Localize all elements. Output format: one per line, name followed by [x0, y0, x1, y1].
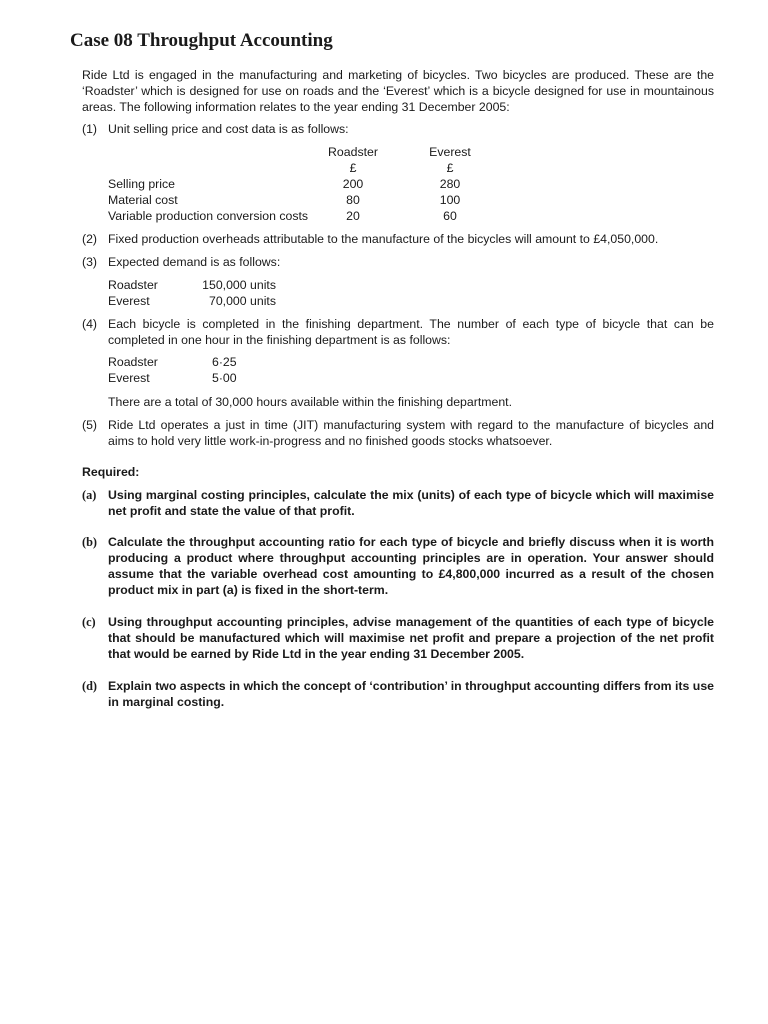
row-label: Selling price	[108, 177, 175, 191]
item-text: Fixed production overheads attributable to the manufacture of the bicycles will amount to £4,050,000.	[108, 232, 659, 246]
item-3	[82, 254, 714, 270]
roadster-value: 200	[342, 177, 364, 191]
required-heading: Required:	[82, 465, 140, 479]
item-number: (2)	[82, 232, 98, 246]
hours-note: There are a total of 30,000 hours available within the finishing department.	[108, 395, 512, 409]
item-1	[82, 121, 714, 137]
table-row	[108, 370, 237, 386]
row-label: Everest	[108, 294, 150, 308]
question-d	[82, 678, 714, 710]
question-text: Using throughput accounting principles, advise management of the quantities of each type of bicycle that should be manufactured which will maximise net profit and prepare a projection of the net profit that would be earned by Ride Ltd in the year ending 31 December 2005.	[108, 615, 714, 661]
item-text: Ride Ltd operates a just in time (JIT) manufacturing system with regard to the manufacture of bicycles and aims to hold very little work-in-progress and no finished goods stocks whatsoever.	[108, 418, 714, 448]
question-text: Explain two aspects in which the concept of ‘contribution’ in throughput accounting differs from its use in marginal costing.	[108, 679, 714, 709]
row-value: 6·25	[212, 355, 237, 369]
table-row	[108, 277, 276, 293]
question-text: Calculate the throughput accounting ratio for each type of bicycle and briefly discuss when it is worth producing a product where throughput accounting principles are in operation. Your answer should assume that the variable overhead cost amounting to £4,800,000 incurred as a result of the chosen product mix in part (a) is fixed in the short-term.	[108, 535, 714, 597]
intro-text: Ride Ltd is engaged in the manufacturing and marketing of bicycles. Two bicycles are produced. These are the ‘Roadster’ which is designed for use on roads and the ‘Everest’ which is a bicycle designed for use in mountainous areas. The following information relates to the year ending 31 December 2005:	[82, 68, 714, 114]
item-number: (1)	[82, 122, 98, 136]
item-2	[82, 231, 714, 247]
row-label: Roadster	[108, 278, 158, 292]
row-value: 150,000 units	[202, 278, 276, 292]
everest-value: 100	[439, 193, 461, 207]
currency-everest: £	[446, 161, 454, 175]
table-row	[108, 293, 276, 309]
cost-table	[108, 144, 480, 224]
question-label: (d)	[82, 679, 98, 693]
finishing-rate-table	[108, 354, 237, 386]
table-header-row	[108, 144, 480, 160]
roadster-value: 80	[346, 193, 360, 207]
item-4	[82, 316, 714, 348]
everest-value: 60	[443, 209, 457, 223]
question-label: (b)	[82, 535, 98, 549]
question-b	[82, 534, 714, 598]
page-title: Case 08 Throughput Accounting	[70, 30, 333, 51]
item-5	[82, 417, 714, 449]
item-text: Unit selling price and cost data is as follows:	[108, 122, 349, 136]
demand-table	[108, 277, 276, 309]
row-label: Roadster	[108, 355, 158, 369]
row-label: Variable production conversion costs	[108, 209, 309, 223]
table-currency-row	[108, 160, 480, 176]
row-label: Material cost	[108, 193, 178, 207]
table-row	[108, 208, 480, 224]
col-header-everest: Everest	[429, 145, 471, 159]
question-a	[82, 487, 714, 519]
row-value: 5·00	[212, 371, 237, 385]
item-number: (3)	[82, 255, 98, 269]
roadster-value: 20	[346, 209, 360, 223]
item-text: Each bicycle is completed in the finishing department. The number of each type of bicycle that can be completed in one hour in the finishing department is as follows:	[108, 317, 714, 347]
table-row	[108, 354, 237, 370]
row-label: Everest	[108, 371, 150, 385]
item-number: (5)	[82, 418, 98, 432]
intro-paragraph	[82, 67, 714, 115]
question-text: Using marginal costing principles, calculate the mix (units) of each type of bicycle which will maximise net profit and state the value of that profit.	[108, 488, 714, 518]
everest-value: 280	[439, 177, 461, 191]
question-label: (a)	[82, 488, 97, 502]
item-text: Expected demand is as follows:	[108, 255, 281, 269]
question-c	[82, 614, 714, 662]
item-number: (4)	[82, 317, 98, 331]
table-row	[108, 176, 480, 192]
row-value: 70,000 units	[208, 294, 276, 308]
question-label: (c)	[82, 615, 96, 629]
col-header-roadster: Roadster	[328, 145, 378, 159]
table-row	[108, 192, 480, 208]
currency-roadster: £	[349, 161, 357, 175]
